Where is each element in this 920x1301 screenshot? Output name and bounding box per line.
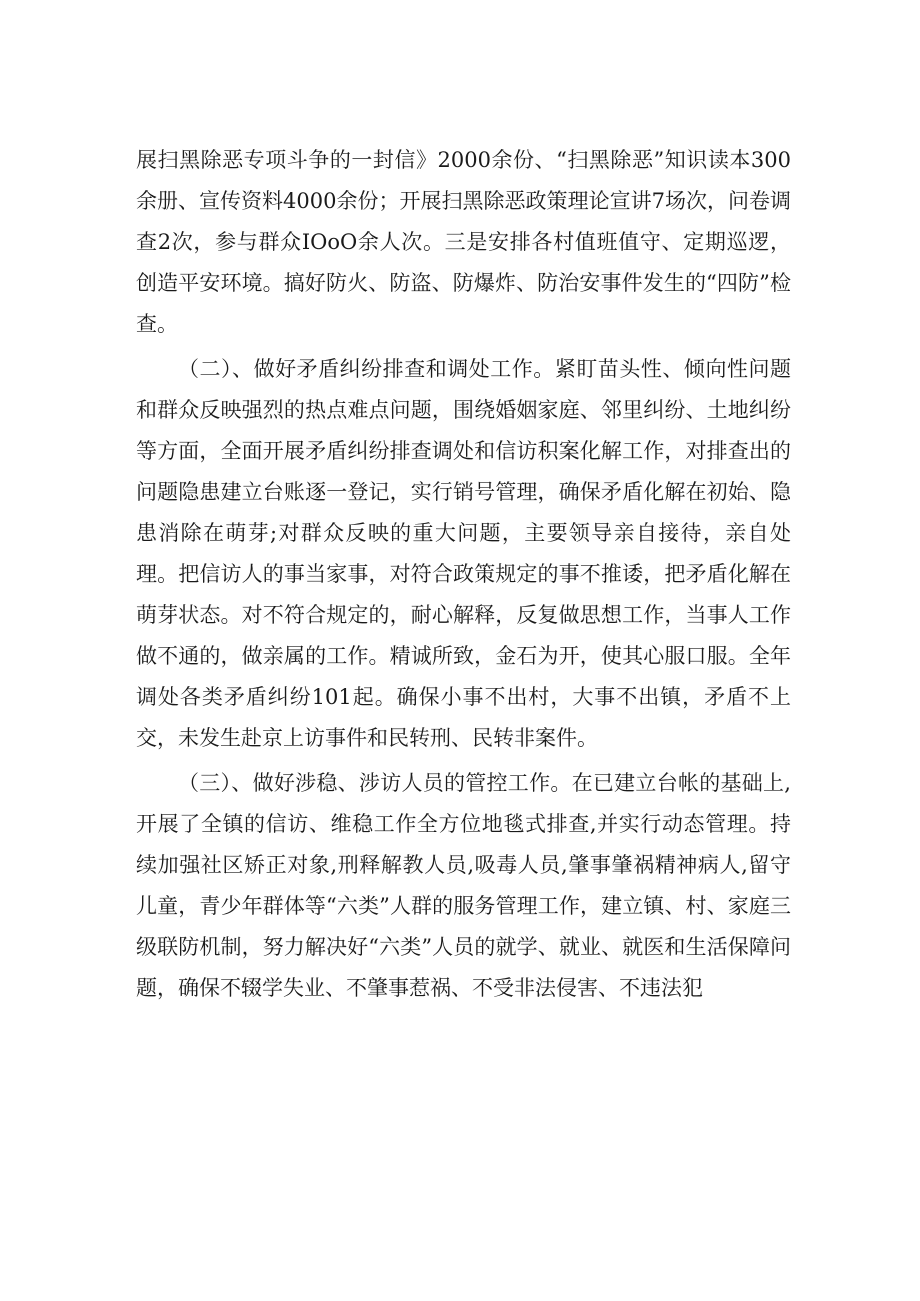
document-body <box>136 140 791 1013</box>
paragraph-section-two: （二）、做好矛盾纠纷排查和调处工作。紧盯苗头性、倾向性问题和群众反映强烈的热点难点问题，围绕婚姻家庭、邻里纠纷、土地纠纷等方面，全面开展矛盾纠纷排查调处和信访积案化解工作，对排查出的问题隐患建立台账逐一登记，实行销号管理，确保矛盾化解在初始、隐患消除在萌芽;对群众反映的重大问题，主要领导亲自接待，亲自处理。把信访人的事当家事，对符合政策规定的事不推诿，把矛盾化解在萌芽状态。对不符合规定的，耐心解释，反复做思想工作，当事人工作做不通的，做亲属的工作。精诚所致，金石为开，使其心服口服。全年调处各类矛盾纠纷101起。确保小事不出村，大事不出镇，矛盾不上交，未发生赴京上访事件和民转刑、民转非案件。 <box>136 357 791 750</box>
paragraph-section-three: （三）、做好涉稳、涉访人员的管控工作。在已建立台帐的基础上,开展了全镇的信访、维稳工作全方位地毯式排查,并实行动态管理。持续加强社区矫正对象,刑释解教人员,吸毒人员,肇事肇祸精神病人,留守儿童，青少年群体等“六类”人群的服务管理工作，建立镇、村、家庭三级联防机制，努力解决好“六类”人员的就学、就业、就医和生活保障问题，确保不辍学失业、不肇事惹祸、不受非法侵害、不违法犯 <box>136 771 791 1000</box>
paragraph-continued: 展扫黑除恶专项斗争的一封信》2000余份、“扫黑除恶”知识读本300余册、宣传资料4000余份；开展扫黑除恶政策理论宣讲7场次，问卷调查2次，参与群众IOoO余人次。三是安排各村值班值守、定期巡逻，创造平安环境。搞好防火、防盗、防爆炸、防治安事件发生的“四防”检查。 <box>136 148 791 336</box>
